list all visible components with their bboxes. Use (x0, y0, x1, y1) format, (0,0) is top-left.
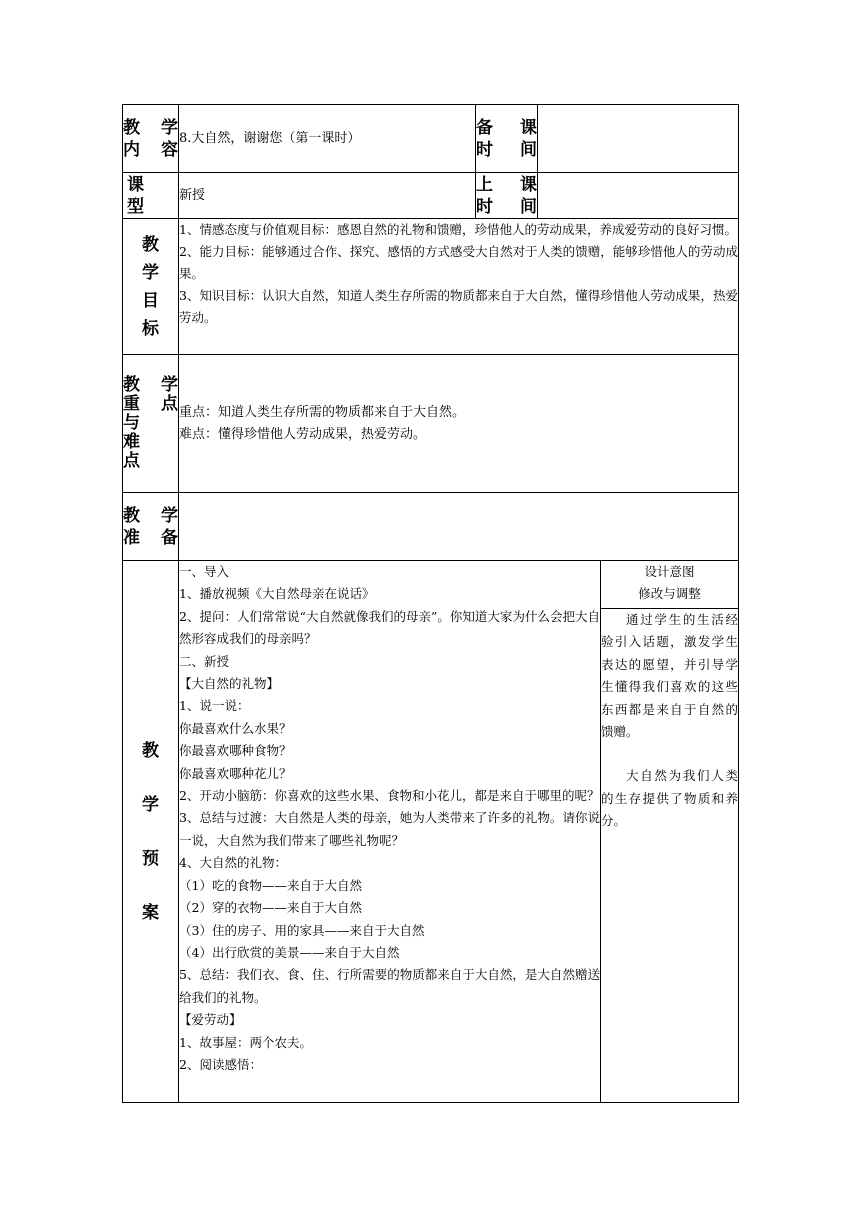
plan-line: 【爱劳动】 (179, 1012, 242, 1028)
key-points-content (179, 355, 739, 493)
goal-item: 2、能力目标：能够通过合作、探究、感悟的方式感受大自然对于人类的馈赠，能够珍惜他人的劳动成果。 (179, 244, 738, 281)
plan-line: 3、总结与过渡：大自然是人类的母亲，她为人类带来了许多的礼物。请你说一说，大自然为我们带来了哪些礼物呢？ (179, 810, 600, 848)
plan-line: 2、开动小脑筋：你喜欢的这些水果、食物和小花儿，都是来自于哪里的呢？ (179, 788, 600, 804)
plan-line: 一、导入 (179, 564, 230, 579)
content-label: 教 学 内容 (123, 105, 179, 173)
plan-line: 1、说一说： (179, 698, 250, 714)
content-value: 8.大自然，谢谢您（第一课时） (179, 105, 476, 173)
plan-line: （4）出行欣赏的美景——来自于大自然 (179, 944, 400, 960)
prep-time-value[interactable] (538, 105, 739, 173)
plan-line: 二、新授 (179, 653, 230, 669)
prep-time-label: 备 课 时 间 (476, 105, 538, 173)
revision-heading: 修改与调整 (638, 586, 701, 601)
side-note: 大自然为我们人类的生存提供了物质和养分。 (601, 768, 738, 829)
plan-line: （1）吃的食物——来自于大自然 (179, 877, 362, 893)
plan-line: （2）穿的衣物——来自于大自然 (179, 900, 362, 916)
plan-line: 【大自然的礼物】 (179, 676, 280, 692)
side-notes (601, 609, 739, 1103)
plan-content (179, 561, 601, 1103)
preparation-value[interactable] (179, 493, 739, 561)
plan-line: 你最喜欢哪种食物？ (179, 743, 292, 759)
class-time-label: 上 课 时 间 (476, 174, 538, 217)
plan-line: 5、总结：我们衣、食、住、行所需要的物质都来自于大自然，是大自然赠送给我们的礼物。 (179, 967, 600, 1005)
plan-line: 1、故事屋：两个农夫。 (179, 1034, 312, 1050)
plan-line: 4、大自然的礼物： (179, 855, 287, 871)
design-intent-heading: 设计意图 (644, 564, 695, 579)
preparation-label: 教 学 准备 (123, 493, 179, 561)
row-type (123, 173, 739, 219)
key-points-label: 教 学 重 点 与 难 点 (123, 355, 179, 493)
plan-line: 你最喜欢什么水果？ (179, 720, 292, 736)
plan-line: （3）住的房子、用的家具——来自于大自然 (179, 922, 425, 938)
side-heading-cell (601, 561, 739, 609)
goal-item: 1、情感态度与价值观目标：感恩自然的礼物和馈赠，珍惜他人的劳动成果，养成爱劳动的良好习惯。 (179, 222, 737, 237)
difficulty-text: 难点：懂得珍惜他人劳动成果，热爱劳动。 (179, 426, 427, 442)
row-content (123, 105, 739, 173)
goals-label: 教 学 目 标 (123, 219, 179, 355)
goal-item: 3、知识目标：认识大自然，知道人类生存所需的物质都来自于大自然，懂得珍惜他人劳动成果，热爱劳动。 (179, 288, 738, 325)
side-note: 通过学生的生活经验引入话题，激发学生表达的愿望，并引导学生懂得我们喜欢的这些东西都是来自于自然的馈赠。 (601, 612, 738, 740)
type-value: 新授 (179, 173, 476, 219)
row-preparation (123, 493, 739, 561)
plan-line: 2、提问：人们常常说“大自然就像我们的母亲”。你知道大家为什么会把大自然形容成我们的母亲吗？ (179, 608, 600, 647)
lesson-plan-table (122, 104, 739, 1103)
class-time-value[interactable] (538, 173, 739, 219)
row-goals (123, 219, 739, 355)
focus-text: 重点：知道人类生存所需的物质都来自于大自然。 (179, 404, 466, 420)
goals-content (179, 219, 739, 355)
type-label: 课 型 (123, 173, 179, 219)
plan-line: 1、播放视频《大自然母亲在说话》 (179, 586, 375, 602)
row-plan-top (123, 561, 739, 609)
plan-label: 教 学 预 案 (123, 561, 179, 1103)
plan-line: 你最喜欢哪种花儿？ (179, 765, 292, 781)
plan-line: 2、阅读感悟： (179, 1056, 262, 1072)
row-key-points (123, 355, 739, 493)
